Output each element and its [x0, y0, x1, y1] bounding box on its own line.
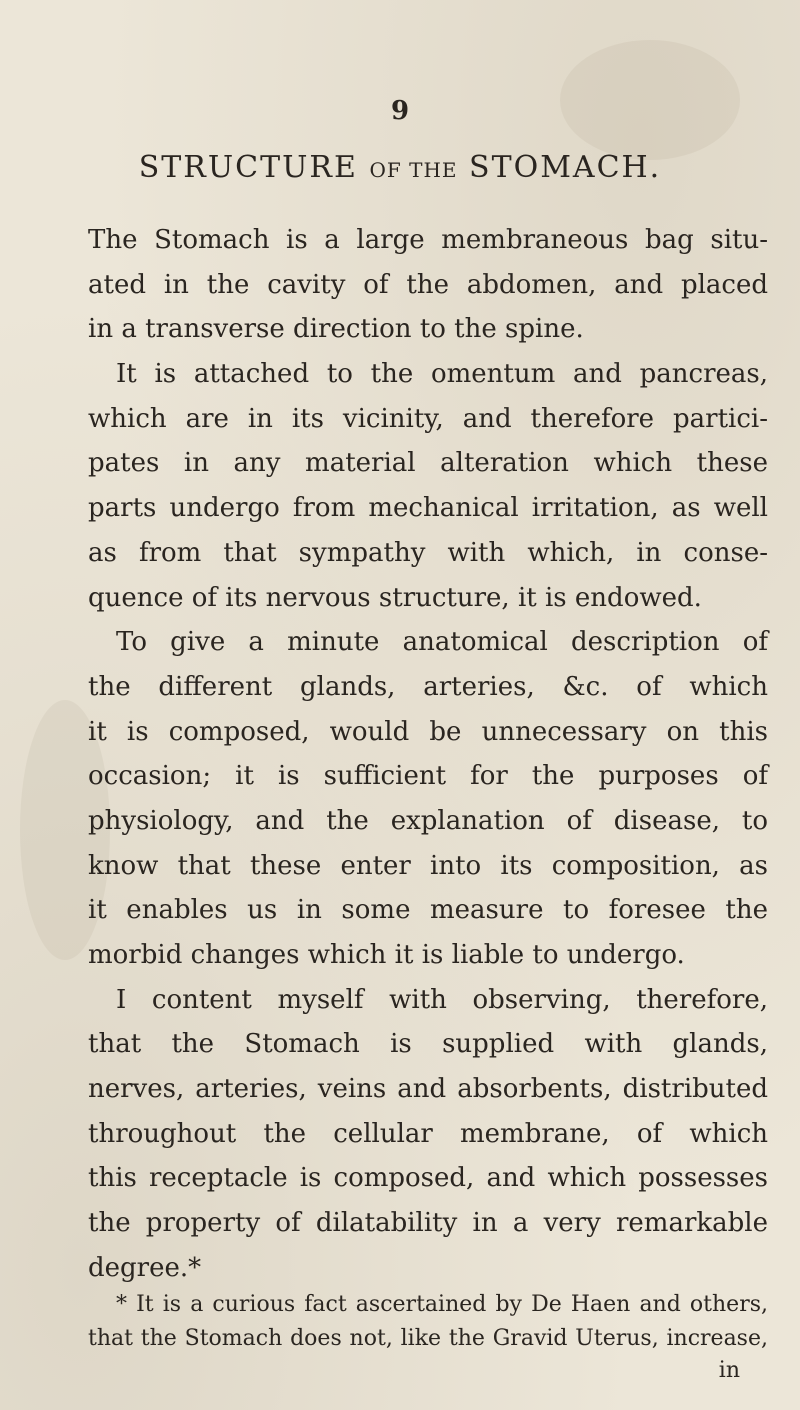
text-line: degree.*: [88, 1252, 202, 1283]
text-line: that the Stomach is supplied with glands,: [88, 1029, 768, 1060]
text-line: ated in the cavity of the abdomen, and placed: [88, 269, 768, 300]
footnote-line: * It is a curious fact ascertained by De Haen and others,: [116, 1292, 768, 1317]
text-line: parts undergo from mechanical irritation, as well: [88, 493, 768, 524]
text-line: To give a minute anatomical description of: [116, 627, 768, 658]
text-line: The Stomach is a large membraneous bag situ-: [88, 225, 768, 255]
title-of-the: OF THE: [369, 158, 458, 182]
footnote-line: that the Stomach does not, like the Gravid Uterus, increase,: [88, 1326, 768, 1351]
chapter-title: [0, 150, 800, 185]
text-line: It is attached to the omentum and pancreas,: [116, 359, 768, 390]
footnote: [88, 1288, 768, 1356]
text-line: quence of its nervous structure, it is endowed.: [88, 582, 702, 613]
text-line: occasion; it is sufficient for the purposes of: [88, 761, 768, 792]
text-line: physiology, and the explanation of disease, to: [88, 805, 768, 836]
text-line: I content myself with observing, therefore,: [116, 984, 768, 1015]
title-word-structure: STRUCTURE: [138, 150, 358, 185]
body-text: [88, 218, 768, 1291]
text-line: it is composed, would be unnecessary on this: [88, 716, 768, 747]
text-line: pates in any material alteration which these: [88, 448, 768, 479]
text-line: the different glands, arteries, &c. of which: [88, 671, 768, 702]
text-line: in a transverse direction to the spine.: [88, 314, 584, 345]
text-line: it enables us in some measure to foresee the: [88, 895, 768, 926]
text-line: throughout the cellular membrane, of which: [88, 1118, 768, 1149]
text-line: nerves, arteries, veins and absorbents, distributed: [88, 1074, 768, 1105]
text-line: this receptacle is composed, and which possesses: [88, 1163, 768, 1194]
catchword: in: [718, 1358, 740, 1383]
text-line: as from that sympathy with which, in conse-: [88, 537, 768, 568]
title-word-stomach: STOMACH.: [469, 150, 662, 185]
text-line: which are in its vicinity, and therefore partici-: [88, 403, 768, 434]
text-line: morbid changes which it is liable to undergo.: [88, 940, 685, 970]
page-number: 9: [390, 96, 410, 126]
text-line: the property of dilatability in a very remarkable: [88, 1208, 768, 1239]
text-line: know that these enter into its composition, as: [88, 850, 768, 881]
